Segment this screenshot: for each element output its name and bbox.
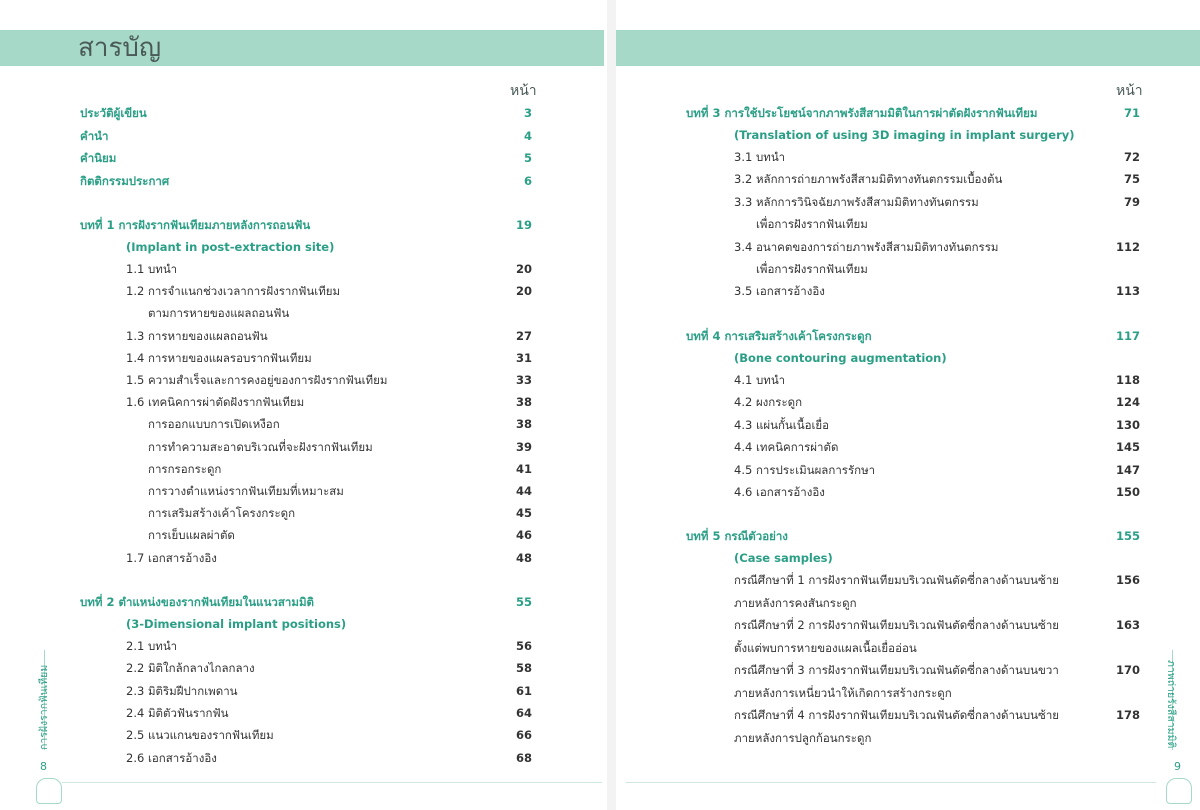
toc-item: การออกแบบการเปิดเหงือก: [148, 417, 280, 432]
toc-item-page: 112: [1115, 239, 1140, 254]
toc-item: 4.6 เอกสารอ้างอิง: [734, 485, 825, 499]
toc-item: ตั้งแต่พบการหายของแผลเนื้อเยื่ออ่อน: [734, 640, 917, 655]
left-page-number: 8: [40, 760, 47, 773]
toc-item-page: 38: [515, 395, 532, 410]
toc-item-page: 118: [1115, 373, 1140, 387]
toc-item: การวางตำแหน่งรากฟันเทียมที่เหมาะสม: [148, 484, 344, 498]
toc-item: 4.4 เทคนิคการผ่าตัด: [734, 440, 839, 455]
toc-item: เพื่อการฝังรากฟันเทียม: [756, 217, 868, 232]
toc-item-page: 66: [515, 728, 532, 743]
toc-item-page: 130: [1115, 417, 1140, 432]
prelim-item-page: 6: [523, 173, 532, 188]
chapter-1-title-page: 19: [515, 218, 532, 232]
toc-item-page: 72: [1123, 150, 1140, 164]
toc-item-page: 150: [1115, 485, 1140, 499]
chapter-2-subtitle: (3-Dimensional implant positions): [126, 617, 347, 631]
toc-item: 2.5 แนวแกนของรากฟันเทียม: [126, 728, 274, 743]
toc-item: 1.2 การจำแนกช่วงเวลาการฝังรากฟันเทียม: [126, 284, 341, 299]
right-page: [616, 0, 1200, 810]
toc-item-page: 31: [515, 350, 532, 365]
chapter-5-subtitle: (Case samples): [734, 551, 833, 565]
toc-item-page: 145: [1115, 440, 1140, 455]
toc-item: 1.3 การหายของแผลถอนฟัน: [126, 328, 268, 343]
header-tab: [0, 30, 62, 66]
toc-item-page: 147: [1115, 462, 1140, 477]
toc-item-page: 61: [515, 683, 532, 698]
toc-item: การกรอกระดูก: [148, 461, 222, 476]
toc-item: ตามการหายของแผลถอนฟัน: [148, 306, 290, 321]
prelim-item: กิตติกรรมประกาศ: [80, 173, 170, 188]
left-side-label: การฝังรากฟันเทียม: [38, 664, 50, 750]
toc-item-page: 27: [515, 328, 532, 343]
left-footer-line: [62, 782, 602, 783]
toc-item: 4.1 บทนำ: [734, 373, 786, 387]
toc-item: ภายหลังการเหนี่ยวนำให้เกิดการสร้างกระดูก: [734, 685, 952, 700]
chapter-3-title-page: 71: [1123, 106, 1140, 120]
toc-item: การทำความสะอาดบริเวณที่จะฝังรากฟันเทียม: [148, 439, 373, 454]
chapter-1-title: บทที่ 1 การฝังรากฟันเทียมภายหลังการถอนฟัน: [80, 218, 311, 232]
toc-item-page: 64: [515, 705, 532, 720]
toc-item: 2.4 มิติตัวฟันรากฟัน: [126, 705, 229, 720]
toc-item: 2.6 เอกสารอ้างอิง: [126, 750, 217, 765]
toc-item-page: 33: [515, 373, 532, 387]
prelim-item-page: 3: [523, 106, 532, 120]
toc-item-page: 46: [515, 528, 532, 543]
right-header-bar: [616, 30, 1200, 66]
page-title: สารบัญ: [78, 33, 162, 63]
toc-item: 4.2 ผงกระดูก: [734, 395, 803, 410]
toc-item-page: 20: [515, 284, 532, 299]
tooth-icon: [36, 778, 62, 804]
toc-item: เพื่อการฝังรากฟันเทียม: [756, 262, 868, 276]
toc-item: กรณีศึกษาที่ 1 การฝังรากฟันเทียมบริเวณฟันตัดซี่กลางด้านบนซ้าย: [734, 573, 1060, 587]
toc-item-page: 20: [515, 262, 532, 276]
toc-item: กรณีศึกษาที่ 2 การฝังรากฟันเทียมบริเวณฟันตัดซี่กลางด้านบนซ้าย: [734, 618, 1060, 632]
toc-item: 2.1 บทนำ: [126, 639, 178, 653]
page-column-label: หน้า: [510, 83, 537, 99]
page-column-label-right: หน้า: [1116, 83, 1143, 99]
toc-item-page: 79: [1123, 194, 1140, 209]
prelim-item: คำนิยม: [80, 151, 117, 165]
toc-item: การเสริมสร้างเค้าโครงกระดูก: [148, 506, 296, 521]
toc-item-page: 38: [515, 417, 532, 432]
tooth-icon-right: [1166, 778, 1192, 804]
toc-item: กรณีศึกษาที่ 4 การฝังรากฟันเทียมบริเวณฟันตัดซี่กลางด้านบนซ้าย: [734, 708, 1060, 722]
chapter-1-subtitle: (Implant in post-extraction site): [126, 240, 335, 254]
toc-item: 3.1 บทนำ: [734, 150, 786, 164]
prelim-item: ประวัติผู้เขียน: [80, 106, 147, 120]
prelim-item-page: 5: [523, 151, 532, 165]
toc-item-page: 58: [515, 661, 532, 676]
right-footer-line: [626, 782, 1156, 783]
toc-item-page: 45: [515, 506, 532, 521]
toc-item-page: 68: [515, 750, 532, 765]
prelim-item-page: 4: [523, 128, 532, 143]
toc-item: 1.1 บทนำ: [126, 262, 178, 276]
chapter-5-title-page: 155: [1115, 529, 1140, 543]
toc-item: 4.5 การประเมินผลการรักษา: [734, 462, 876, 477]
chapter-5-title: บทที่ 5 กรณีตัวอย่าง: [686, 529, 788, 543]
toc-item: 1.6 เทคนิคการผ่าตัดฝังรากฟันเทียม: [126, 395, 305, 410]
chapter-2-title-page: 55: [515, 595, 532, 609]
chapter-4-title: บทที่ 4 การเสริมสร้างเค้าโครงกระดูก: [686, 329, 872, 343]
toc-item-page: 41: [515, 461, 532, 476]
chapter-4-title-page: 117: [1115, 329, 1140, 343]
chapter-2-title: บทที่ 2 ตำแหน่งของรากฟันเทียมในแนวสามมิติ: [80, 595, 314, 609]
toc-item: 2.3 มิติริมฝีปากเพดาน: [126, 683, 238, 698]
toc-item: 2.2 มิติใกล้กลางไกลกลาง: [126, 661, 255, 676]
right-page-number: 9: [1174, 760, 1181, 773]
toc-item: 1.4 การหายของแผลรอบรากฟันเทียม: [126, 350, 312, 365]
toc-item: 3.3 หลักการวินิจฉัยภาพรังสีสามมิติทางทันตกรรม: [734, 194, 979, 209]
toc-item-page: 56: [515, 639, 532, 653]
toc-item: กรณีศึกษาที่ 3 การฝังรากฟันเทียมบริเวณฟันตัดซี่กลางด้านบนขวา: [734, 663, 1059, 677]
toc-item-page: 124: [1115, 395, 1140, 410]
chapter-4-subtitle: (Bone contouring augmentation): [734, 351, 947, 365]
toc-item-page: 113: [1115, 284, 1140, 299]
toc-item: ภายหลังการคงสันกระดูก: [734, 595, 857, 610]
right-side-label: ภาพถ่ายรังสีสามมิติ: [1165, 660, 1177, 749]
toc-item: 1.7 เอกสารอ้างอิง: [126, 550, 217, 565]
toc-item: 1.5 ความสำเร็จและการคงอยู่ของการฝังรากฟันเทียม: [126, 373, 388, 387]
book-spine: [607, 0, 616, 810]
toc-item-page: 75: [1123, 172, 1140, 187]
toc-item-page: 178: [1115, 708, 1140, 722]
toc-item: 3.2 หลักการถ่ายภาพรังสีสามมิติทางทันตกรรมเบื้องต้น: [734, 172, 1003, 187]
toc-item-page: 170: [1115, 663, 1140, 677]
toc-item-page: 44: [515, 484, 532, 498]
toc-item: การเย็บแผลผ่าตัด: [148, 528, 235, 543]
chapter-3-title: บทที่ 3 การใช้ประโยชน์จากภาพรังสีสามมิติในการผ่าตัดฝังรากฟันเทียม: [686, 106, 1038, 120]
toc-item: 4.3 แผ่นกั้นเนื้อเยื่อ: [734, 417, 830, 432]
toc-item-page: 163: [1115, 618, 1140, 632]
toc-item: 3.4 อนาคตของการถ่ายภาพรังสีสามมิติทางทันตกรรม: [734, 239, 999, 254]
prelim-item: คำนำ: [80, 128, 109, 143]
chapter-3-subtitle: (Translation of using 3D imaging in implant surgery): [734, 128, 1075, 142]
toc-item-page: 156: [1115, 573, 1140, 587]
toc-item-page: 39: [515, 439, 532, 454]
toc-item: ภายหลังการปลูกก้อนกระดูก: [734, 730, 872, 745]
toc-item-page: 48: [515, 550, 532, 565]
toc-item: 3.5 เอกสารอ้างอิง: [734, 284, 825, 299]
